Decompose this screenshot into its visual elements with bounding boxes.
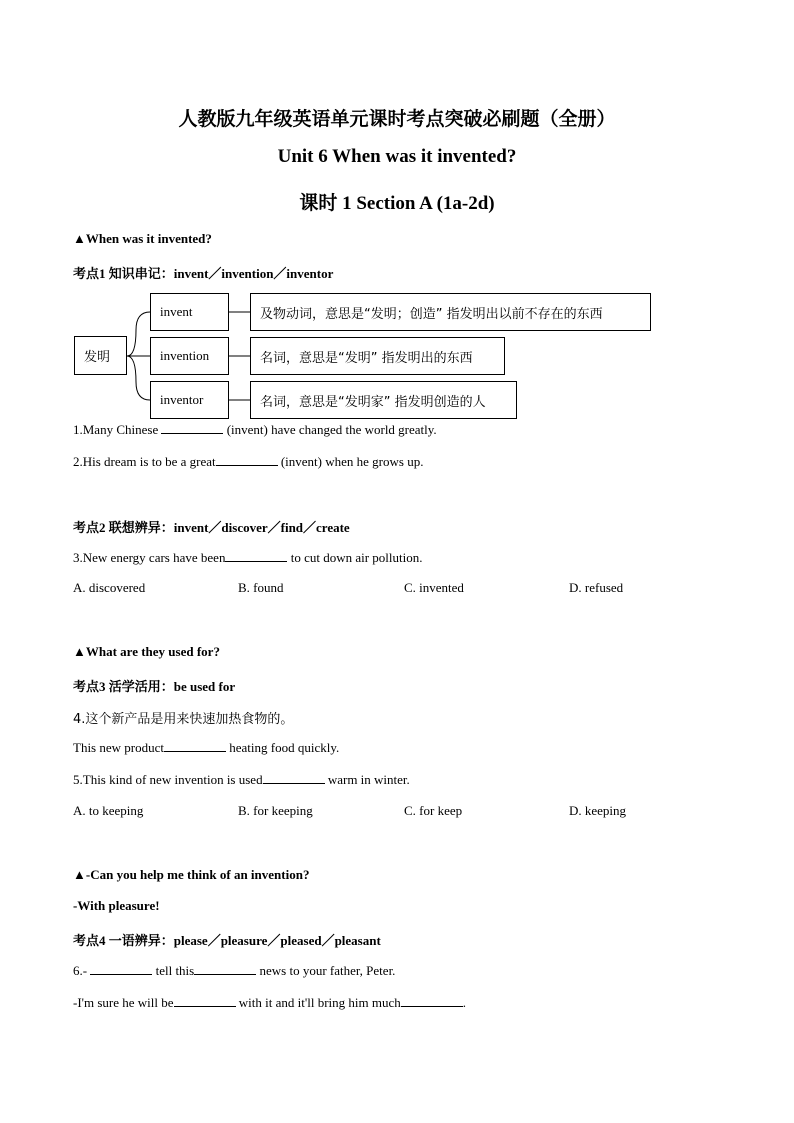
q4-blank[interactable] (164, 739, 226, 752)
q6b-text-post: . (462, 995, 466, 1010)
question-5 (73, 771, 410, 788)
q5-option-b[interactable]: B. for keeping (238, 803, 313, 818)
section3-heading: ▲What are they used for? (73, 644, 220, 659)
lesson-title: 课时 1 Section A (1a-2d) (299, 193, 495, 214)
q5-text-post: warm in winter. (324, 772, 410, 787)
document-title: 人教版九年级英语单元课时考点突破必刷题（全册） (178, 108, 616, 130)
question-4-chinese: 4.这个新产品是用来快速加热食物的。 (73, 712, 294, 727)
unit-title: Unit 6 When was it invented? (277, 146, 517, 167)
q6a-blank-2[interactable] (194, 962, 256, 975)
word-label: inventor (160, 392, 204, 407)
q2-blank[interactable] (216, 453, 278, 466)
question-3 (73, 549, 423, 566)
q1-text-pre: 1.Many Chinese (73, 422, 162, 437)
section4-heading: ▲-Can you help me think of an invention? (73, 867, 310, 882)
q3-option-b[interactable]: B. found (238, 580, 284, 595)
q3-option-a[interactable]: A. discovered (73, 580, 146, 595)
q5-option-a[interactable]: A. to keeping (73, 803, 144, 818)
word-label: invention (160, 348, 210, 363)
diagram-word-inventor (150, 381, 229, 419)
q1-text-post: (invent) have changed the world greatly. (223, 422, 437, 437)
question-2 (73, 453, 423, 470)
q5-option-c[interactable]: C. for keep (404, 803, 463, 818)
kaodian4-label: 考点4 一语辨异：please／pleasure／pleased／pleasant (73, 933, 381, 948)
q3-text-pre: 3.New energy cars have been (73, 550, 226, 565)
diagram-word-invent (150, 293, 229, 331)
q5-option-d[interactable]: D. keeping (569, 803, 627, 818)
desc-label: 名词，意思是“发明家” 指发明创造的人 (260, 394, 486, 410)
q6a-text-mid: tell this (152, 963, 195, 978)
q6a-text-post: news to your father, Peter. (256, 963, 396, 978)
q5-blank[interactable] (263, 771, 325, 784)
section1-heading: ▲When was it invented? (73, 231, 212, 246)
q2-text-pre: 2.His dream is to be a great (73, 454, 216, 469)
q3-option-c[interactable]: C. invented (404, 580, 464, 595)
diagram-desc-invent (250, 293, 651, 331)
diagram-root-box (74, 336, 127, 375)
question-6-line2 (73, 994, 466, 1011)
diagram-desc-invention (250, 337, 505, 375)
desc-label: 名词，意思是“发明” 指发明出的东西 (260, 350, 473, 366)
diagram-root-label: 发明 (84, 350, 111, 365)
kaodian1-label: 考点1 知识串记：invent／invention／inventor (73, 266, 334, 281)
q6b-blank-1[interactable] (174, 994, 236, 1007)
q2-text-post: (invent) when he grows up. (277, 454, 424, 469)
q3-option-d[interactable]: D. refused (569, 580, 624, 595)
kaodian3-label: 考点3 活学活用：be used for (73, 679, 236, 694)
desc-label: 及物动词，意思是“发明；创造” 指发明出以前不存在的东西 (260, 306, 603, 322)
question-6-line1 (73, 962, 395, 979)
diagram-desc-inventor (250, 381, 517, 419)
q6a-text-pre: 6.- (73, 963, 91, 978)
q6b-blank-2[interactable] (401, 994, 463, 1007)
q6b-text-mid: with it and it'll bring him much (235, 995, 401, 1010)
q6a-blank-1[interactable] (90, 962, 152, 975)
q3-text-post: to cut down air pollution. (287, 550, 423, 565)
q4-text-post: heating food quickly. (225, 740, 340, 755)
q6b-text-pre: -I'm sure he will be (73, 995, 174, 1010)
q4-text-pre: This new product (73, 740, 164, 755)
section4-reply: -With pleasure! (73, 898, 160, 913)
word-label: invent (160, 304, 193, 319)
q3-blank[interactable] (225, 549, 287, 562)
kaodian2-label: 考点2 联想辨异：invent／discover／find／create (73, 520, 350, 535)
q5-text-pre: 5.This kind of new invention is used (73, 772, 263, 787)
question-1 (73, 421, 437, 438)
q1-blank[interactable] (161, 421, 223, 434)
question-4 (73, 739, 339, 756)
diagram-word-invention (150, 337, 229, 375)
